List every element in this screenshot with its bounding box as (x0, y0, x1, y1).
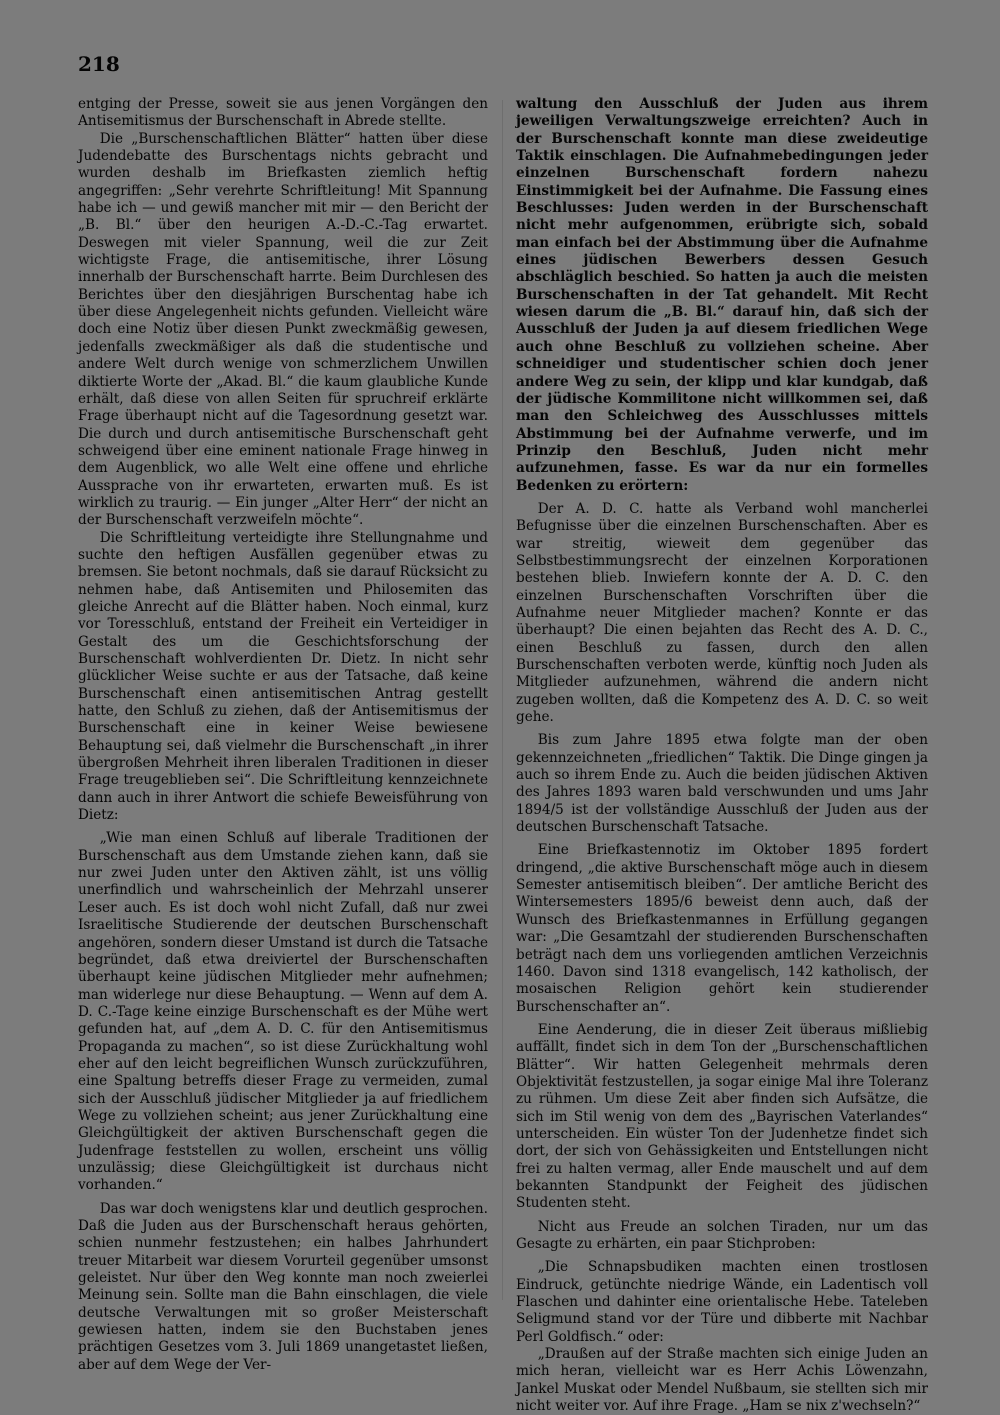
block-quote: „Die Schnapsbudiken machten einen trostlosen Eindruck, getünchte niedrige Wände, ein Ladentisch voll Flaschen und dahinter eine orientalische Hebe. Tateleben Seligmund stand vor der Türe und dibberte mit Nachbar Perl Goldfisch.“ oder: (516, 1259, 928, 1345)
left-column (78, 96, 488, 1374)
block-quote: „Wie man einen Schluß auf liberale Traditionen der Burschenschaft aus dem Umstande ziehen kann, daß sie nur zwei Juden unter den Aktiven zählt, ist uns völlig unerfindlich und wahrscheinlich der Mehrzahl unserer Leser auch. Es ist doch wohl nicht Zufall, daß nur zwei Israelitische Studierende der deutschen Burschenschaft angehören, sondern dieser Umstand ist durch die Tatsache begründet, daß etwa dreiviertel der Burschenschaften überhaupt keine jüdischen Mitglieder mehr aufnehmen; man widerlege nur diese Behauptung. — Wenn auf dem A. D. C.-Tage keine einzige Burschenschaft es der Mühe wert gefunden hat, auf „dem A. D. C. für den Antisemitismus Propaganda zu machen“, so ist diese Zurückhaltung wohl eher auf den leicht begreiflichen Wunsch zurückzuführen, eine Spaltung betreffs dieser Frage zu vermeiden, zumal sich der Ausschluß jüdischer Mitglieder ja auf friedlichem Wege zu vollziehen scheint; aus jener Zurückhaltung eine Gleichgültigkeit der aktiven Burschenschaft gegen die Judenfrage feststellen zu wollen, erscheint uns völlig unzulässig; diese Gleichgültigkeit ist durchaus nicht vorhanden.“ (78, 830, 488, 1194)
paragraph: Nicht aus Freude an solchen Tiraden, nur um das Gesagte zu erhärten, ein paar Stichproben: (516, 1218, 928, 1252)
block-quote: „Draußen auf der Straße machten sich einige Juden an mich heran, vielleicht war es Herr Achis Löwenzahn, Jankel Muskat oder Mendel Nußbaum, sie stellten sich mir nicht weiter vor. Auf ihre Frage. „Ham se nix z'wechseln?“ (516, 1346, 928, 1415)
paragraph: Die Schriftleitung verteidigte ihre Stellungnahme und suchte den heftigen Ausfällen gegenüber etwas zu bremsen. Sie betont nochmals, daß sie darauf Rücksicht zu nehmen habe, daß Antisemiten und Philosemiten das gleiche Anrecht auf die Blätter haben. Noch einmal, kurz vor Toresschluß, entstand der Freiheit ein Verteidiger in Gestalt des um die Geschichtsforschung der Burschenschaft wohlverdienten Dr. Dietz. In nicht sehr glücklicher Weise suchte er aus der Tatsache, daß keine Burschenschaft einen antisemitischen Antrag gestellt hatte, den Schluß zu ziehen, daß der Antisemitismus der Burschenschaft eine in keiner Weise bewiesene Behauptung sei, daß vielmehr die Burschenschaft „in ihrer übergroßen Mehrheit ihren liberalen Traditionen in dieser Frage treugeblieben sei“. Die Schriftleitung kennzeichnete dann auch in ihrer Antwort die schiefe Beweisführung von Dietz: (78, 529, 488, 824)
paragraph: Das war doch wenigstens klar und deutlich gesprochen. Daß die Juden aus der Burschenschaft heraus gehörten, schien nunmehr festzustehen; ein halbes Jahrhundert treuer Mitarbeit war diesem Vorurteil gegenüber umsonst geleistet. Nur über den Weg konnte man noch zweierlei Meinung sein. Sollte man die Bahn einschlagen, die viele deutsche Verwaltungen mit so großer Meisterschaft gewiesen hatten, indem sie den Buchstaben jenes prächtigen Gesetzes vom 3. Juli 1869 unangetastet ließen, aber auf dem Wege der Ver- (78, 1200, 488, 1373)
paragraph: Eine Aenderung, die in dieser Zeit überaus mißliebig auffällt, findet sich in dem Ton der „Burschenschaftlichen Blätter“. Wir hatten Gelegenheit mehrmals deren Objektivität festzustellen, ja sogar einige Mal ihre Toleranz zu rühmen. Um diese Zeit aber finden sich Aufsätze, die sich im Stil wenig von dem des „Bayrischen Vaterlandes“ unterscheiden. Ein wüster Ton der Judenhetze findet sich dort, der sich von Gehässigkeiten und Entstellungen nicht frei zu halten vermag, aller Ende mauschelt und auf dem bekannten Standpunkt der Feigheit des jüdischen Studenten steht. (516, 1021, 928, 1212)
paragraph: waltung den Ausschluß der Juden aus ihrem jeweiligen Verwaltungszweige erreichten? Auch in der Burschenschaft konnte man diese zweideutige Taktik einschlagen. Die Aufnahmebedingungen jeder einzelnen Burschenschaft fordern nahezu Einstimmigkeit bei der Aufnahme. Die Fassung eines Beschlusses: Juden werden in der Burschenschaft nicht mehr aufgenommen, erübrigte sich, sobald man einfach bei der Abstimmung über die Aufnahme eines jüdischen Bewerbers dessen Gesuch abschläglich beschied. So hatten ja auch die meisten Burschenschaften in der Tat gehandelt. Mit Recht wiesen darum die „B. Bl.“ darauf hin, daß sich der Ausschluß der Juden ja auf diesem friedlichen Wege auch ohne Beschluß zu vollziehen scheine. Aber schneidiger und studentischer schien doch jener andere Weg zu sein, der klipp und klar kundgab, daß der jüdische Kommilitone nicht willkommen sei, daß man den Schleichweg des Ausschlusses mittels Abstimmung bei der Aufnahme verwerfe, und im Prinzip den Beschluß, Juden nicht mehr aufzunehmen, fasse. Es war da nur ein formelles Bedenken zu erörtern: (516, 96, 928, 494)
right-column (516, 96, 928, 1415)
block-quote: Der A. D. C. hatte als Verband wohl mancherlei Befugnisse über die einzelnen Burschenschaften. Aber es war streitig, wieweit dem gegenüber das Selbstbestimmungsrecht der einzelnen Korporationen bestehen blieb. Inwiefern konnte der A. D. C. den einzelnen Burschenschaften Vorschriften über die Aufnahme neuer Mitglieder machen? Konnte er das überhaupt? Die einen bejahten das Recht des A. D. C., einen Beschluß zu fassen, durch den allen Burschenschaften verboten werde, künftig noch Juden als Mitglieder aufzunehmen, während die andern nicht zugeben wollten, daß die Kompetenz des A. D. C. so weit gehe. (516, 500, 928, 726)
paragraph: Bis zum Jahre 1895 etwa folgte man der oben gekennzeichneten „friedlichen“ Taktik. Die Dinge gingen ja auch so ihrem Ende zu. Auch die beiden jüdischen Aktiven des Jahres 1893 waren bald verschwunden und ums Jahr 1894/5 ist der vollständige Ausschluß der Juden aus der deutschen Burschenschaft Tatsache. (516, 732, 928, 836)
paragraph: Eine Briefkastennotiz im Oktober 1895 fordert dringend, „die aktive Burschenschaft möge auch in diesem Semester antisemitisch bleiben“. Der amtliche Bericht des Wintersemesters 1895/6 beweist denn auch, daß der Wunsch des Briefkastenmannes in Erfüllung gegangen war: „Die Gesamtzahl der studierenden Burschenschaften beträgt nach dem uns vorliegenden amtlichen Verzeichnis 1460. Davon sind 1318 evangelisch, 142 katholisch, der mosaischen Religion gehört kein studierender Burschenschafter an“. (516, 842, 928, 1015)
paragraph: Die „Burschenschaftlichen Blätter“ hatten über diese Judendebatte des Burschentags nichts gebracht und wurden deshalb im Briefkasten ziemlich heftig angegriffen: „Sehr verehrte Schriftleitung! Mit Spannung habe ich — und gewiß mancher mit mir — den Bericht der „B. Bl.“ über den heurigen A.-D.-C.-Tag erwartet. Deswegen mit vieler Spannung, weil die zur Zeit wichtigste Frage, die antisemitische, ihrer Lösung innerhalb der Burschenschaft harrte. Beim Durchlesen des Berichtes über den diesjährigen Burschentag habe ich über diese Angelegenheit nichts gefunden. Vielleicht wäre doch eine Notiz über diesen Punkt zweckmäßig gewesen, jedenfalls zweckmäßiger als daß die studentische und andere Welt durch wenige von schmerzlichem Unwillen diktierte Worte der „Akad. Bl.“ die kaum glaubliche Kunde erhält, daß diese von allen Seiten für spruchreif erklärte Frage überhaupt nicht auf die Tagesordnung gesetzt war. Die durch und durch antisemitische Burschenschaft geht schweigend über eine eminent nationale Frage hinweg in dem Augenblick, wo alle Welt eine offene und ehrliche Aussprache von ihr erwarteten, erwarten muß. Es ist wirklich zu traurig. — Ein junger „Alter Herr“ der nicht an der Burschenschaft verzweifeln möchte“. (78, 130, 488, 529)
paragraph: entging der Presse, soweit sie aus jenen Vorgängen den Antisemitismus der Burschenschaft in Abrede stellte. (78, 96, 488, 130)
column-divider (502, 100, 503, 1300)
page-number: 218 (78, 52, 120, 76)
